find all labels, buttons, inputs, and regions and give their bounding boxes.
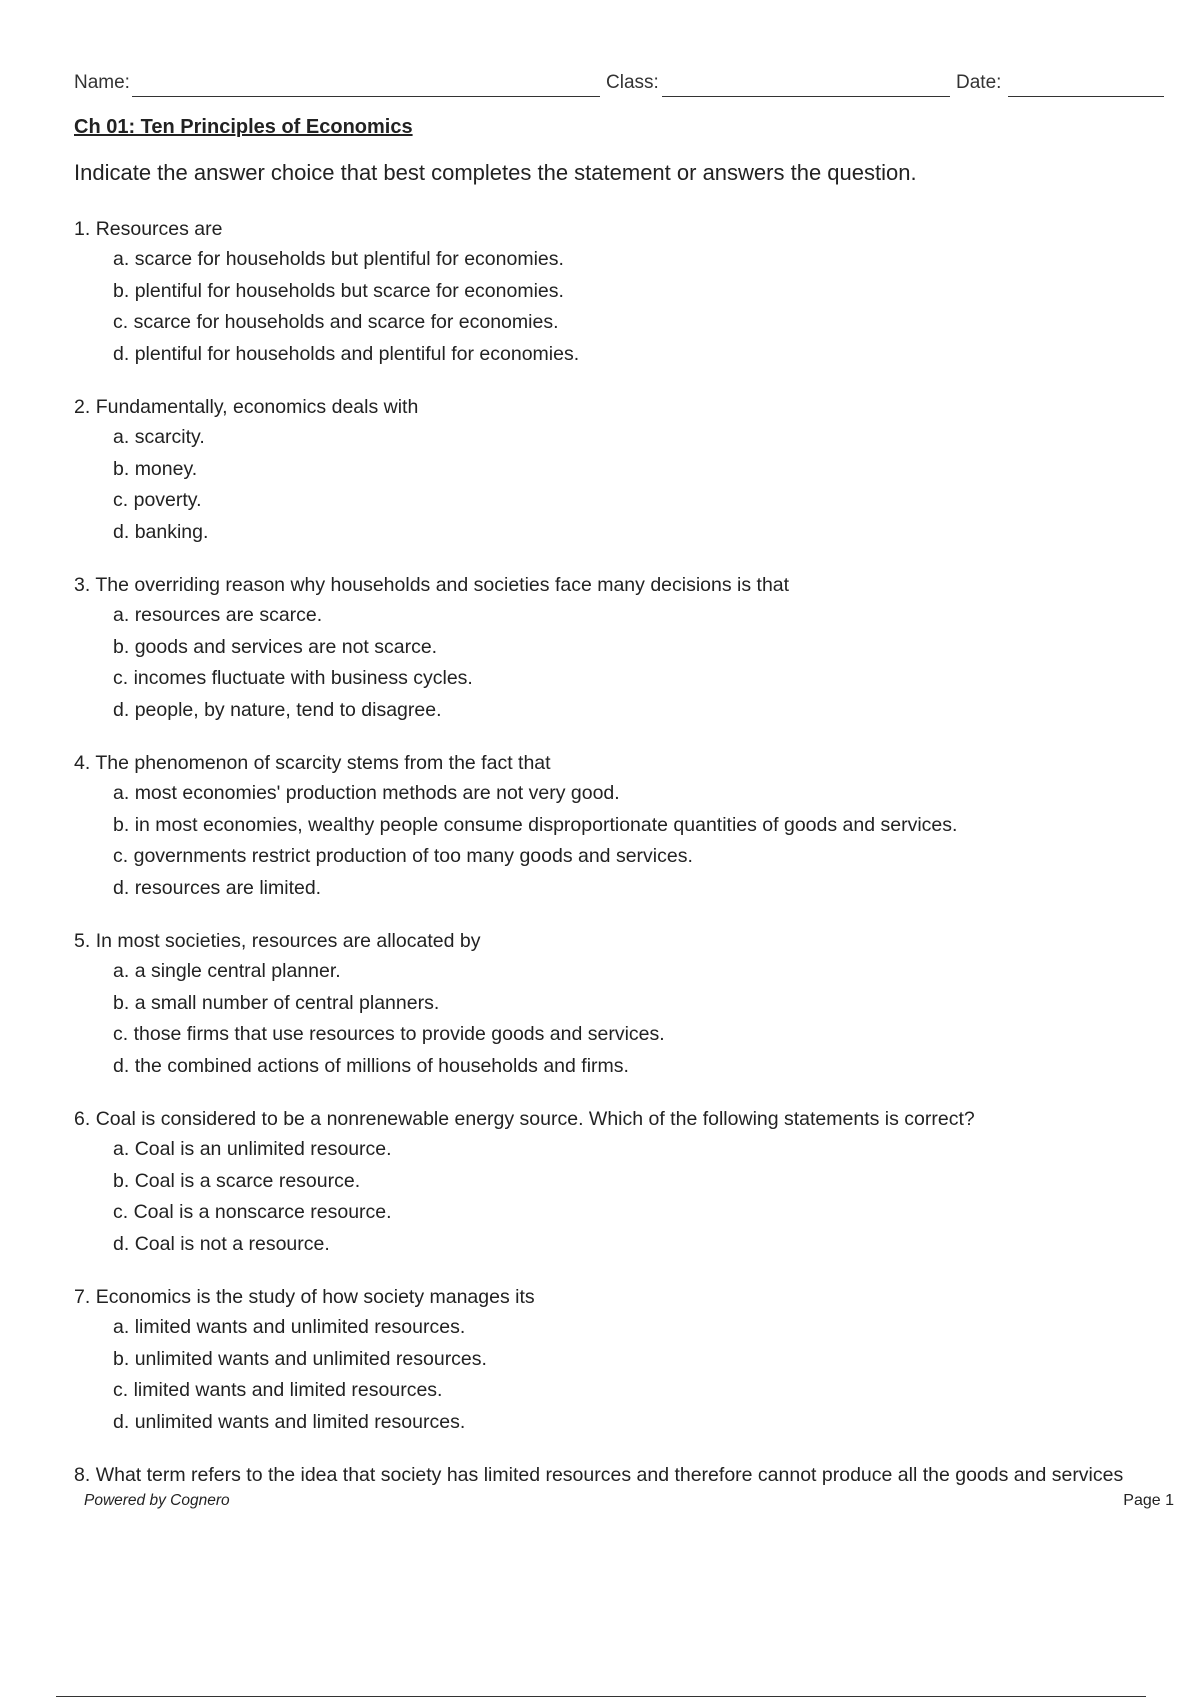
answer-choice-text: in most economies, wealthy people consume disproportionate quantities of goods and services.	[134, 813, 958, 836]
question-text: The phenomenon of scarcity stems from the fact that	[95, 752, 551, 774]
answer-choice-text: scarce for households and scarce for economies.	[133, 311, 559, 333]
answer-choice	[74, 485, 1164, 517]
answer-choice-letter: b.	[113, 813, 130, 836]
answer-choice-letter: b.	[113, 457, 130, 480]
question-stem	[74, 570, 1164, 600]
answer-choice-letter: b.	[113, 635, 130, 658]
answer-choice	[74, 1019, 1164, 1051]
answer-choice-letter: b.	[113, 279, 130, 302]
answer-choice	[74, 988, 1164, 1020]
question-item	[74, 748, 1164, 926]
answer-choice	[74, 600, 1164, 632]
question-number: 1.	[74, 218, 91, 240]
answer-choice-text: incomes fluctuate with business cycles.	[133, 667, 473, 689]
question-text: In most societies, resources are allocated by	[95, 930, 481, 952]
answer-choice	[74, 778, 1164, 810]
answer-choice	[74, 454, 1164, 486]
date-blank	[1008, 96, 1164, 97]
question-number: 7.	[74, 1286, 91, 1308]
question-item	[74, 1282, 1164, 1460]
question-stem	[74, 748, 1164, 778]
answer-choice-letter: c.	[113, 489, 129, 511]
question-number: 5.	[74, 930, 91, 952]
answer-choice	[74, 1312, 1164, 1344]
name-blank	[132, 96, 600, 97]
answer-choice	[74, 1197, 1164, 1229]
answer-choice-text: resources are scarce.	[134, 604, 323, 626]
question-stem	[74, 392, 1164, 422]
answer-choice-text: scarcity.	[134, 426, 205, 448]
question-item	[74, 1460, 1164, 1638]
question-text: Fundamentally, economics deals with	[95, 396, 419, 418]
worksheet-title: Ch 01: Ten Principles of Economics	[74, 116, 413, 138]
answer-choice-letter: a.	[113, 426, 130, 448]
name-label: Name:	[74, 72, 130, 93]
answer-choice	[74, 244, 1164, 276]
question-text: Economics is the study of how society manages its	[95, 1286, 535, 1308]
answer-choice	[74, 517, 1164, 549]
answer-choice-letter: d.	[113, 1054, 130, 1077]
answer-choice	[74, 1407, 1164, 1439]
answer-choice-text: poverty.	[133, 489, 202, 511]
question-item	[74, 392, 1164, 570]
student-info-header	[74, 72, 1164, 100]
answer-choice-text: plentiful for households but scarce for economies.	[134, 279, 564, 302]
answer-choice-letter: d.	[113, 1410, 130, 1433]
answer-choice-letter: d.	[113, 520, 130, 543]
answer-choice	[74, 422, 1164, 454]
answer-choice-letter: a.	[113, 782, 130, 804]
answer-choice-letter: c.	[113, 1023, 129, 1045]
answer-choice-letter: c.	[113, 1379, 129, 1401]
answer-choice	[74, 663, 1164, 695]
answer-choice-letter: d.	[113, 876, 130, 899]
question-number: 8.	[74, 1464, 91, 1486]
answer-choice-letter: a.	[113, 960, 130, 982]
class-label: Class:	[606, 72, 659, 93]
answer-choice-text: money.	[134, 457, 198, 480]
answer-choice	[74, 632, 1164, 664]
answer-choice	[74, 1229, 1164, 1261]
answer-choice-text: goods and services are not scarce.	[134, 635, 438, 658]
bottom-divider	[56, 1696, 1146, 1697]
question-text: The overriding reason why households and societies face many decisions is that	[95, 574, 790, 596]
answer-choice-text: banking.	[134, 520, 209, 543]
answer-choice-text: limited wants and limited resources.	[133, 1379, 443, 1401]
question-text: What term refers to the idea that society has limited resources and therefore cannot produce all the goods and services	[95, 1464, 1124, 1486]
answer-choice	[74, 1344, 1164, 1376]
answer-choice-letter: c.	[113, 311, 129, 333]
question-item	[74, 570, 1164, 748]
answer-choice-letter: a.	[113, 604, 130, 626]
answer-choice-letter: c.	[113, 667, 129, 689]
question-stem	[74, 1460, 1164, 1490]
answer-choice-letter: a.	[113, 1316, 130, 1338]
answer-choice-text: unlimited wants and limited resources.	[134, 1410, 466, 1433]
answer-choice-text: Coal is a scarce resource.	[134, 1169, 361, 1192]
question-number: 4.	[74, 752, 91, 774]
question-item	[74, 1104, 1164, 1282]
answer-choice-text: Coal is not a resource.	[134, 1232, 330, 1255]
answer-choice-letter: d.	[113, 1232, 130, 1255]
answer-choice-letter: b.	[113, 1169, 130, 1192]
answer-choice-letter: b.	[113, 991, 130, 1014]
page-number: Page 1	[1123, 1492, 1174, 1509]
answer-choice-text: scarce for households but plentiful for economies.	[134, 248, 564, 270]
answer-choice-letter: c.	[113, 845, 129, 867]
answer-choice	[74, 956, 1164, 988]
question-stem	[74, 214, 1164, 244]
answer-choice-text: most economies' production methods are not very good.	[134, 782, 620, 804]
question-item	[74, 926, 1164, 1104]
question-item	[74, 214, 1164, 392]
answer-choice-text: resources are limited.	[134, 876, 322, 899]
answer-choice-text: Coal is a nonscarce resource.	[133, 1201, 392, 1223]
answer-choice-text: a single central planner.	[134, 960, 341, 982]
class-blank	[662, 96, 950, 97]
answer-choice	[74, 841, 1164, 873]
question-number: 6.	[74, 1108, 91, 1130]
answer-choice-text: plentiful for households and plentiful for economies.	[134, 342, 580, 365]
question-text: Resources are	[95, 218, 223, 240]
instructions: Indicate the answer choice that best completes the statement or answers the question.	[74, 160, 917, 185]
answer-choice-text: people, by nature, tend to disagree.	[134, 698, 442, 721]
answer-choice-text: those firms that use resources to provide goods and services.	[133, 1023, 665, 1045]
answer-choice-letter: d.	[113, 698, 130, 721]
answer-choice	[74, 1166, 1164, 1198]
answer-choice	[74, 695, 1164, 727]
answer-choice	[74, 873, 1164, 905]
answer-choice-letter: c.	[113, 1201, 129, 1223]
question-list	[74, 214, 1164, 1638]
date-label: Date:	[956, 72, 1002, 93]
answer-choice	[74, 810, 1164, 842]
powered-by-footer: Powered by Cognero	[84, 1492, 230, 1509]
question-stem	[74, 926, 1164, 956]
answer-choice	[74, 339, 1164, 371]
answer-choice	[74, 1051, 1164, 1083]
question-stem	[74, 1104, 1164, 1134]
answer-choice-text: governments restrict production of too many goods and services.	[133, 845, 693, 867]
answer-choice-text: the combined actions of millions of households and firms.	[134, 1054, 629, 1077]
answer-choice	[74, 276, 1164, 308]
question-number: 2.	[74, 396, 91, 418]
answer-choice	[74, 1375, 1164, 1407]
answer-choice-text: Coal is an unlimited resource.	[134, 1138, 392, 1160]
answer-choice-letter: a.	[113, 248, 130, 270]
question-text: Coal is considered to be a nonrenewable energy source. Which of the following statements is correct?	[95, 1108, 975, 1130]
answer-choice-text: a small number of central planners.	[134, 991, 440, 1014]
question-number: 3.	[74, 574, 91, 596]
answer-choice-letter: b.	[113, 1347, 130, 1370]
answer-choice-text: limited wants and unlimited resources.	[134, 1316, 466, 1338]
question-stem	[74, 1282, 1164, 1312]
answer-choice-letter: d.	[113, 342, 130, 365]
answer-choice-letter: a.	[113, 1138, 130, 1160]
answer-choice	[74, 307, 1164, 339]
answer-choice-text: unlimited wants and unlimited resources.	[134, 1347, 487, 1370]
answer-choice	[74, 1134, 1164, 1166]
